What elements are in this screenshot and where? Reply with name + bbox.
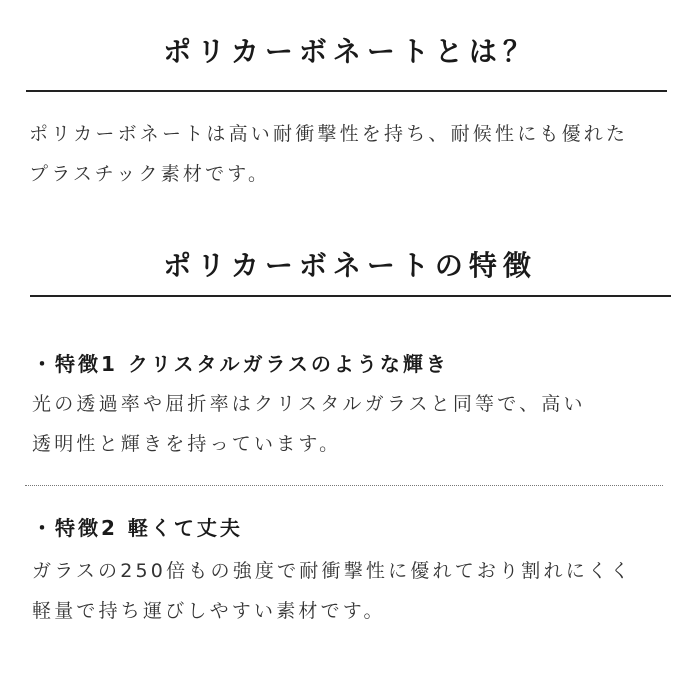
- section-title-about: ポリカーボネートとは？: [163, 35, 537, 68]
- feature-description-2: [32, 551, 632, 631]
- section-title-underline: [26, 90, 667, 92]
- feature-heading-1: ・特徴1 クリスタルガラスのような輝き: [32, 352, 449, 376]
- about-paragraph-line-2: プラスチック素材です。: [29, 163, 271, 185]
- feature-heading-2: ・特徴2 軽くて丈夫: [32, 516, 243, 540]
- feature-2-line-2: 軽量で持ち運びしやすい素材です。: [32, 600, 386, 622]
- about-paragraph-line-1: ポリカーボネートは高い耐衝撃性を持ち、耐候性にも優れた: [29, 123, 629, 145]
- section-title-features: ポリカーボネートの特徴: [163, 249, 537, 282]
- feature-2-line-1: ガラスの250倍もの強度で耐衝撃性に優れており割れにくく: [32, 560, 633, 582]
- feature-1-line-2: 透明性と輝きを持っています。: [32, 433, 342, 455]
- feature-1-line-1: 光の透過率や屈折率はクリスタルガラスと同等で、高い: [32, 393, 586, 415]
- about-paragraph: [29, 114, 628, 194]
- feature-divider: [25, 485, 663, 486]
- section-title-underline: [30, 295, 671, 297]
- feature-description-1: [32, 384, 586, 464]
